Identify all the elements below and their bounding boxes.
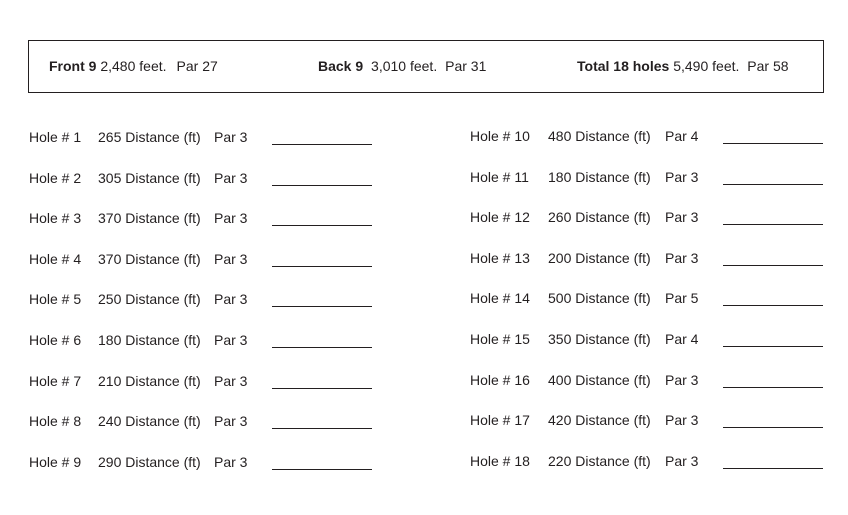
hole-number: Hole # 5 bbox=[29, 291, 82, 308]
score-blank-line[interactable] bbox=[723, 427, 823, 428]
hole-distance: 180 Distance (ft) bbox=[548, 168, 651, 185]
hole-number: Hole # 4 bbox=[29, 250, 82, 267]
hole-number: Hole # 18 bbox=[470, 452, 530, 469]
hole-par: Par 3 bbox=[214, 331, 248, 348]
front-nine-label: Front 9 bbox=[49, 58, 97, 74]
hole-par: Par 4 bbox=[665, 128, 699, 144]
hole-distance: 210 Distance (ft) bbox=[98, 372, 201, 389]
hole-distance: 480 Distance (ft) bbox=[548, 128, 651, 144]
hole-number: Hole # 1 bbox=[29, 129, 82, 145]
hole-number: Hole # 13 bbox=[470, 249, 530, 266]
score-blank-line[interactable] bbox=[723, 143, 823, 144]
hole-number: Hole # 2 bbox=[29, 169, 82, 186]
total-label: Total 18 holes bbox=[577, 58, 670, 74]
score-blank-line[interactable] bbox=[723, 346, 823, 347]
hole-number: Hole # 12 bbox=[470, 209, 530, 226]
hole-distance: 420 Distance (ft) bbox=[548, 412, 651, 429]
hole-number: Hole # 8 bbox=[29, 413, 82, 430]
hole-distance: 220 Distance (ft) bbox=[548, 452, 651, 469]
score-blank-line[interactable] bbox=[272, 388, 372, 389]
hole-distance: 290 Distance (ft) bbox=[98, 453, 201, 470]
hole-par: Par 4 bbox=[665, 330, 699, 347]
hole-par: Par 3 bbox=[665, 249, 699, 266]
hole-distance: 500 Distance (ft) bbox=[548, 290, 651, 307]
hole-distance: 370 Distance (ft) bbox=[98, 210, 201, 227]
hole-distance: 240 Distance (ft) bbox=[98, 413, 201, 430]
score-blank-line[interactable] bbox=[723, 468, 823, 469]
score-blank-line[interactable] bbox=[723, 224, 823, 225]
hole-par: Par 3 bbox=[214, 413, 248, 430]
hole-par: Par 3 bbox=[214, 453, 248, 470]
score-blank-line[interactable] bbox=[272, 266, 372, 267]
hole-par: Par 3 bbox=[665, 168, 699, 185]
score-blank-line[interactable] bbox=[723, 305, 823, 306]
hole-par: Par 3 bbox=[665, 209, 699, 226]
back-nine-feet: 3,010 feet. bbox=[371, 58, 438, 74]
score-blank-line[interactable] bbox=[723, 265, 823, 266]
total-feet: 5,490 feet. bbox=[673, 58, 740, 74]
back-nine-par: Par 31 bbox=[445, 58, 487, 74]
hole-par: Par 5 bbox=[665, 290, 699, 307]
score-blank-line[interactable] bbox=[272, 306, 372, 307]
hole-par: Par 3 bbox=[665, 412, 699, 429]
hole-distance: 370 Distance (ft) bbox=[98, 250, 201, 267]
score-blank-line[interactable] bbox=[272, 185, 372, 186]
score-blank-line[interactable] bbox=[272, 144, 372, 145]
score-blank-line[interactable] bbox=[272, 347, 372, 348]
hole-number: Hole # 3 bbox=[29, 210, 82, 227]
hole-distance: 305 Distance (ft) bbox=[98, 169, 201, 186]
score-blank-line[interactable] bbox=[272, 225, 372, 226]
total-par: Par 58 bbox=[747, 58, 789, 74]
hole-par: Par 3 bbox=[214, 291, 248, 308]
hole-par: Par 3 bbox=[665, 371, 699, 388]
hole-number: Hole # 10 bbox=[470, 128, 530, 144]
score-blank-line[interactable] bbox=[723, 387, 823, 388]
hole-number: Hole # 9 bbox=[29, 453, 82, 470]
hole-par: Par 3 bbox=[214, 250, 248, 267]
hole-par: Par 3 bbox=[665, 452, 699, 469]
hole-number: Hole # 6 bbox=[29, 331, 82, 348]
hole-number: Hole # 7 bbox=[29, 372, 82, 389]
course-summary-box bbox=[28, 40, 824, 93]
hole-distance: 350 Distance (ft) bbox=[548, 330, 651, 347]
front-nine-summary bbox=[49, 57, 218, 75]
score-blank-line[interactable] bbox=[272, 469, 372, 470]
hole-par: Par 3 bbox=[214, 169, 248, 186]
hole-distance: 265 Distance (ft) bbox=[98, 129, 201, 145]
hole-number: Hole # 14 bbox=[470, 290, 530, 307]
hole-distance: 200 Distance (ft) bbox=[548, 249, 651, 266]
front-nine-feet: 2,480 feet. bbox=[100, 58, 167, 74]
hole-number: Hole # 16 bbox=[470, 371, 530, 388]
hole-par: Par 3 bbox=[214, 372, 248, 389]
front-nine-par: Par 27 bbox=[176, 58, 218, 74]
back-nine-summary bbox=[318, 57, 486, 75]
hole-distance: 400 Distance (ft) bbox=[548, 371, 651, 388]
hole-distance: 260 Distance (ft) bbox=[548, 209, 651, 226]
hole-par: Par 3 bbox=[214, 210, 248, 227]
hole-number: Hole # 11 bbox=[470, 168, 529, 185]
back-nine-label: Back 9 bbox=[318, 58, 364, 74]
hole-distance: 250 Distance (ft) bbox=[98, 291, 201, 308]
total-summary bbox=[577, 57, 789, 75]
hole-distance: 180 Distance (ft) bbox=[98, 331, 201, 348]
score-blank-line[interactable] bbox=[272, 428, 372, 429]
score-blank-line[interactable] bbox=[723, 184, 823, 185]
hole-par: Par 3 bbox=[214, 129, 248, 145]
hole-number: Hole # 15 bbox=[470, 330, 530, 347]
hole-number: Hole # 17 bbox=[470, 412, 530, 429]
